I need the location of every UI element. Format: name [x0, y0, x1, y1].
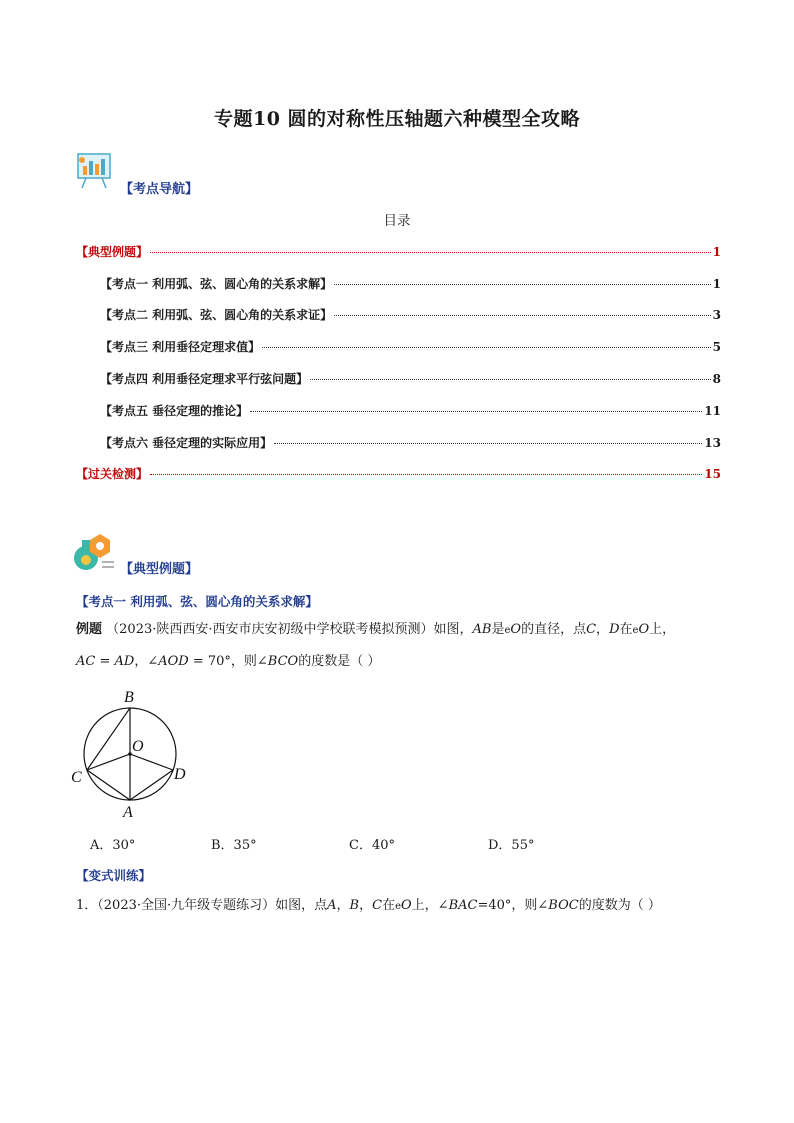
example-question-line2: AC = AD，∠AOD = 70°，则∠BCO的度数是（ ）: [76, 654, 381, 669]
toc-row-point1[interactable]: [100, 275, 721, 293]
toc-page: 13: [704, 436, 721, 450]
chord-ca: [87, 770, 130, 800]
chart-board-icon: [74, 150, 116, 190]
segment-od: [130, 754, 173, 770]
toc-leader: [310, 379, 710, 380]
toc-label: 【过关检测】: [76, 467, 149, 481]
toc-page: 1: [712, 245, 721, 259]
choice-a[interactable]: A．30°: [90, 838, 136, 853]
toc-row-point2[interactable]: [100, 306, 721, 324]
toc-leader: [334, 315, 710, 316]
example-lead: 例题: [76, 622, 103, 637]
toc-label: 【考点二 利用弧、弦、圆心角的关系求证】: [100, 308, 333, 322]
toc-label: 【考点三 利用垂径定理求值】: [100, 340, 261, 354]
toc-label: 【考点一 利用弧、弦、圆心角的关系求解】: [100, 277, 333, 291]
toc-title: 目录: [383, 213, 411, 229]
toc-label: 【考点五 垂径定理的推论】: [100, 404, 249, 418]
toc-leader: [150, 474, 702, 475]
toc-leader: [274, 443, 702, 444]
choice-d[interactable]: D．55°: [488, 838, 535, 853]
label-o: O: [132, 738, 144, 755]
flask-icon: [72, 530, 116, 574]
toc-page: 5: [712, 340, 721, 354]
example-question-line1: 例题 （2023·陕西西安·西安市庆安初级中学校联考模拟预测）如图，AB是eO的直径，点C，D在eO上，: [76, 622, 676, 637]
toc-page: 3: [712, 308, 721, 322]
toc-row-point4[interactable]: [100, 370, 721, 388]
toc-leader: [334, 284, 710, 285]
label-d: D: [174, 766, 186, 783]
toc-row-point6[interactable]: [100, 434, 721, 452]
toc-leader: [262, 347, 710, 348]
toc-leader: [250, 411, 702, 412]
segment-co: [87, 754, 130, 770]
label-c: C: [71, 769, 82, 786]
variant-heading: 【变式训练】: [76, 868, 152, 883]
page-title: 专题10 圆的对称性压轴题六种模型全攻略: [213, 108, 581, 130]
circle-figure: [68, 686, 198, 820]
toc-page: 8: [712, 372, 721, 386]
toc-page: 15: [704, 467, 721, 481]
toc-leader: [150, 252, 711, 253]
choice-b[interactable]: B．35°: [211, 838, 257, 853]
choice-c[interactable]: C．40°: [349, 838, 395, 853]
label-b: B: [124, 689, 134, 706]
toc-label: 【考点六 垂径定理的实际应用】: [100, 436, 273, 450]
toc-row-check[interactable]: [76, 465, 721, 483]
toc-row-point5[interactable]: [100, 402, 721, 420]
toc-page: 1: [712, 277, 721, 291]
chord-ad: [130, 770, 173, 800]
chord-bc: [87, 708, 130, 770]
nav-heading: 【考点导航】: [120, 182, 199, 197]
toc-label: 【考点四 利用垂径定理求平行弦问题】: [100, 372, 309, 386]
toc-label: 【典型例题】: [76, 245, 149, 259]
toc-row-point3[interactable]: [100, 338, 721, 356]
toc-page: 11: [704, 404, 721, 418]
examples-heading: 【典型例题】: [120, 562, 199, 577]
question-1: 1．（2023·全国·九年级专题练习）如图，点A，B，C在eO上，∠BAC=40°，则∠BOC的度数为（ ）: [76, 898, 661, 913]
toc-row-examples[interactable]: [76, 243, 721, 261]
point1-heading: 【考点一 利用弧、弦、圆心角的关系求解】: [76, 594, 318, 609]
label-a: A: [123, 804, 133, 820]
